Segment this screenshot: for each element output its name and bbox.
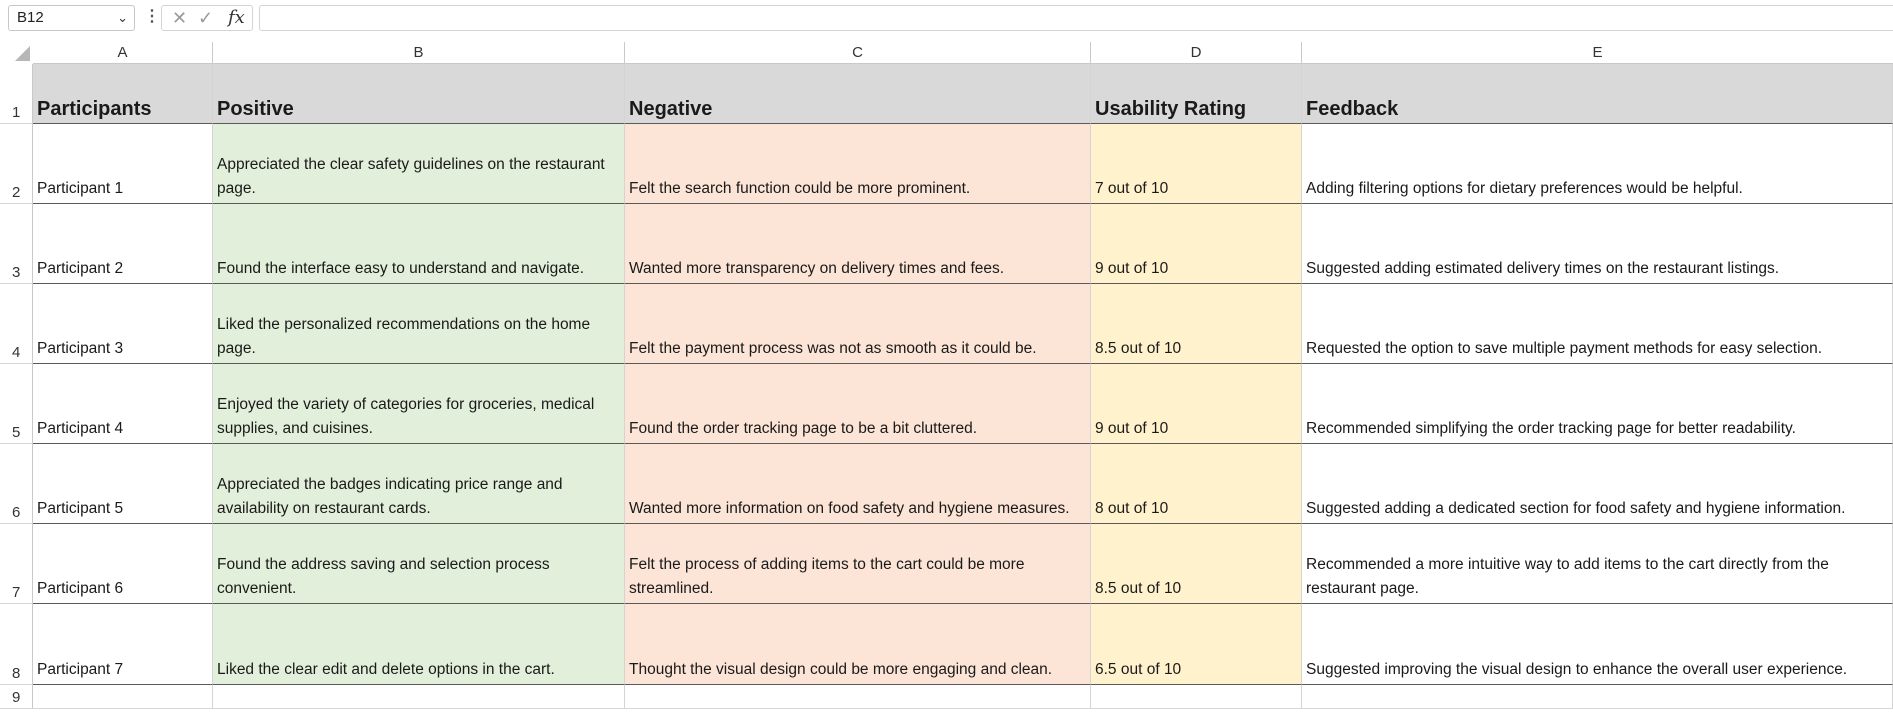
column-header-b[interactable]: B — [213, 42, 625, 64]
header-feedback: Feedback — [1306, 98, 1399, 120]
row-header-2[interactable]: 2 — [0, 124, 33, 204]
name-box-value: B12 — [17, 9, 44, 26]
cell-a5[interactable] — [33, 364, 213, 444]
row-header-1[interactable]: 1 — [0, 64, 33, 124]
cell-e9[interactable] — [1302, 685, 1893, 709]
function-icon[interactable]: fx — [228, 7, 245, 28]
negative-text: Felt the search function could be more prominent. — [629, 180, 971, 197]
more-options-icon[interactable]: ⋮ — [144, 8, 160, 25]
cell-d1[interactable] — [1091, 64, 1302, 124]
feedback-text: Requested the option to save multiple payment methods for easy selection. — [1306, 340, 1823, 357]
cell-a8[interactable] — [33, 604, 213, 685]
column-header-c[interactable]: C — [625, 42, 1091, 64]
cell-c3[interactable] — [625, 204, 1091, 284]
rating-text: 8 out of 10 — [1095, 500, 1169, 517]
negative-text: Thought the visual design could be more engaging and clean. — [629, 661, 1053, 678]
feedback-text: Suggested adding estimated delivery times on the restaurant listings. — [1306, 260, 1780, 277]
negative-text: Found the order tracking page to be a bit cluttered. — [629, 420, 978, 437]
positive-text: Liked the personalized recommendations on the home page. — [217, 316, 591, 357]
cell-e1[interactable] — [1302, 64, 1893, 124]
negative-text: Felt the process of adding items to the cart could be more streamlined. — [629, 556, 1025, 597]
select-all-corner[interactable] — [0, 42, 33, 64]
negative-text: Wanted more transparency on delivery times and fees. — [629, 260, 1005, 277]
cell-e3[interactable] — [1302, 204, 1893, 284]
cell-c6[interactable] — [625, 444, 1091, 524]
cell-e2[interactable] — [1302, 124, 1893, 204]
cell-a1[interactable] — [33, 64, 213, 124]
feedback-text: Suggested adding a dedicated section for food safety and hygiene information. — [1306, 500, 1846, 517]
row-header-4[interactable]: 4 — [0, 284, 33, 364]
rating-text: 6.5 out of 10 — [1095, 661, 1182, 678]
row-header-6[interactable]: 6 — [0, 444, 33, 524]
positive-text: Appreciated the clear safety guidelines on the restaurant page. — [217, 156, 605, 197]
cell-d2[interactable] — [1091, 124, 1302, 204]
cell-e8[interactable] — [1302, 604, 1893, 685]
row-header-8[interactable]: 8 — [0, 604, 33, 685]
column-header-d[interactable]: D — [1091, 42, 1302, 64]
cell-b1[interactable] — [213, 64, 625, 124]
participant-name: Participant 1 — [37, 180, 124, 197]
cell-e6[interactable] — [1302, 444, 1893, 524]
formula-bar — [0, 0, 1893, 36]
header-positive: Positive — [217, 98, 294, 120]
cell-a4[interactable] — [33, 284, 213, 364]
participant-name: Participant 6 — [37, 580, 124, 597]
check-icon[interactable]: ✓ — [198, 8, 214, 28]
header-negative: Negative — [629, 98, 713, 120]
positive-text: Enjoyed the variety of categories for groceries, medical supplies, and cuisines. — [217, 396, 595, 437]
formula-input[interactable] — [259, 5, 1893, 31]
row-header-5[interactable]: 5 — [0, 364, 33, 444]
positive-text: Appreciated the badges indicating price range and availability on restaurant cards. — [217, 476, 563, 517]
cell-a9[interactable] — [33, 685, 213, 709]
participant-name: Participant 3 — [37, 340, 124, 357]
column-header-e[interactable]: E — [1302, 42, 1893, 64]
participant-name: Participant 2 — [37, 260, 124, 277]
positive-text: Liked the clear edit and delete options in the cart. — [217, 661, 555, 678]
participant-name: Participant 4 — [37, 420, 124, 437]
row-header-9[interactable]: 9 — [0, 685, 33, 709]
rating-text: 9 out of 10 — [1095, 420, 1169, 437]
cell-b2[interactable] — [213, 124, 625, 204]
cell-a6[interactable] — [33, 444, 213, 524]
feedback-text: Suggested improving the visual design to enhance the overall user experience. — [1306, 661, 1848, 678]
cell-d5[interactable] — [1091, 364, 1302, 444]
cell-a2[interactable] — [33, 124, 213, 204]
header-participants: Participants — [37, 98, 152, 120]
cell-d4[interactable] — [1091, 284, 1302, 364]
cell-d6[interactable] — [1091, 444, 1302, 524]
row-header-7[interactable]: 7 — [0, 524, 33, 604]
rating-text: 9 out of 10 — [1095, 260, 1169, 277]
column-header-a[interactable]: A — [33, 42, 213, 64]
participant-name: Participant 7 — [37, 661, 124, 678]
cell-c8[interactable] — [625, 604, 1091, 685]
cell-c9[interactable] — [625, 685, 1091, 709]
cell-b6[interactable] — [213, 444, 625, 524]
cell-b8[interactable] — [213, 604, 625, 685]
feedback-text: Recommended a more intuitive way to add items to the cart directly from the restaurant page. — [1306, 556, 1829, 597]
participant-name: Participant 5 — [37, 500, 124, 517]
negative-text: Felt the payment process was not as smooth as it could be. — [629, 340, 1037, 357]
cell-b3[interactable] — [213, 204, 625, 284]
cell-d7[interactable] — [1091, 524, 1302, 604]
cell-b9[interactable] — [213, 685, 625, 709]
cell-e4[interactable] — [1302, 284, 1893, 364]
cell-e5[interactable] — [1302, 364, 1893, 444]
cell-c2[interactable] — [625, 124, 1091, 204]
cell-d8[interactable] — [1091, 604, 1302, 685]
cell-c7[interactable] — [625, 524, 1091, 604]
cell-c4[interactable] — [625, 284, 1091, 364]
cell-c5[interactable] — [625, 364, 1091, 444]
name-box[interactable] — [8, 5, 135, 31]
rating-text: 8.5 out of 10 — [1095, 580, 1182, 597]
cell-c1[interactable] — [625, 64, 1091, 124]
negative-text: Wanted more information on food safety and hygiene measures. — [629, 500, 1070, 517]
positive-text: Found the address saving and selection process convenient. — [217, 556, 550, 597]
formula-actions — [161, 5, 253, 31]
cell-a7[interactable] — [33, 524, 213, 604]
cell-a3[interactable] — [33, 204, 213, 284]
rating-text: 7 out of 10 — [1095, 180, 1169, 197]
row-header-3[interactable]: 3 — [0, 204, 33, 284]
cell-d3[interactable] — [1091, 204, 1302, 284]
cell-b4[interactable] — [213, 284, 625, 364]
header-usability-rating: Usability Rating — [1095, 98, 1247, 120]
cell-d9[interactable] — [1091, 685, 1302, 709]
cell-b7[interactable] — [213, 524, 625, 604]
feedback-text: Adding filtering options for dietary preferences would be helpful. — [1306, 180, 1743, 197]
chevron-down-icon[interactable]: ⌄ — [117, 10, 128, 25]
cell-b5[interactable] — [213, 364, 625, 444]
x-icon[interactable]: ✕ — [172, 8, 188, 28]
positive-text: Found the interface easy to understand and navigate. — [217, 260, 585, 277]
cell-e7[interactable] — [1302, 524, 1893, 604]
rating-text: 8.5 out of 10 — [1095, 340, 1182, 357]
feedback-text: Recommended simplifying the order tracking page for better readability. — [1306, 420, 1796, 437]
select-all-triangle-icon — [15, 46, 30, 61]
